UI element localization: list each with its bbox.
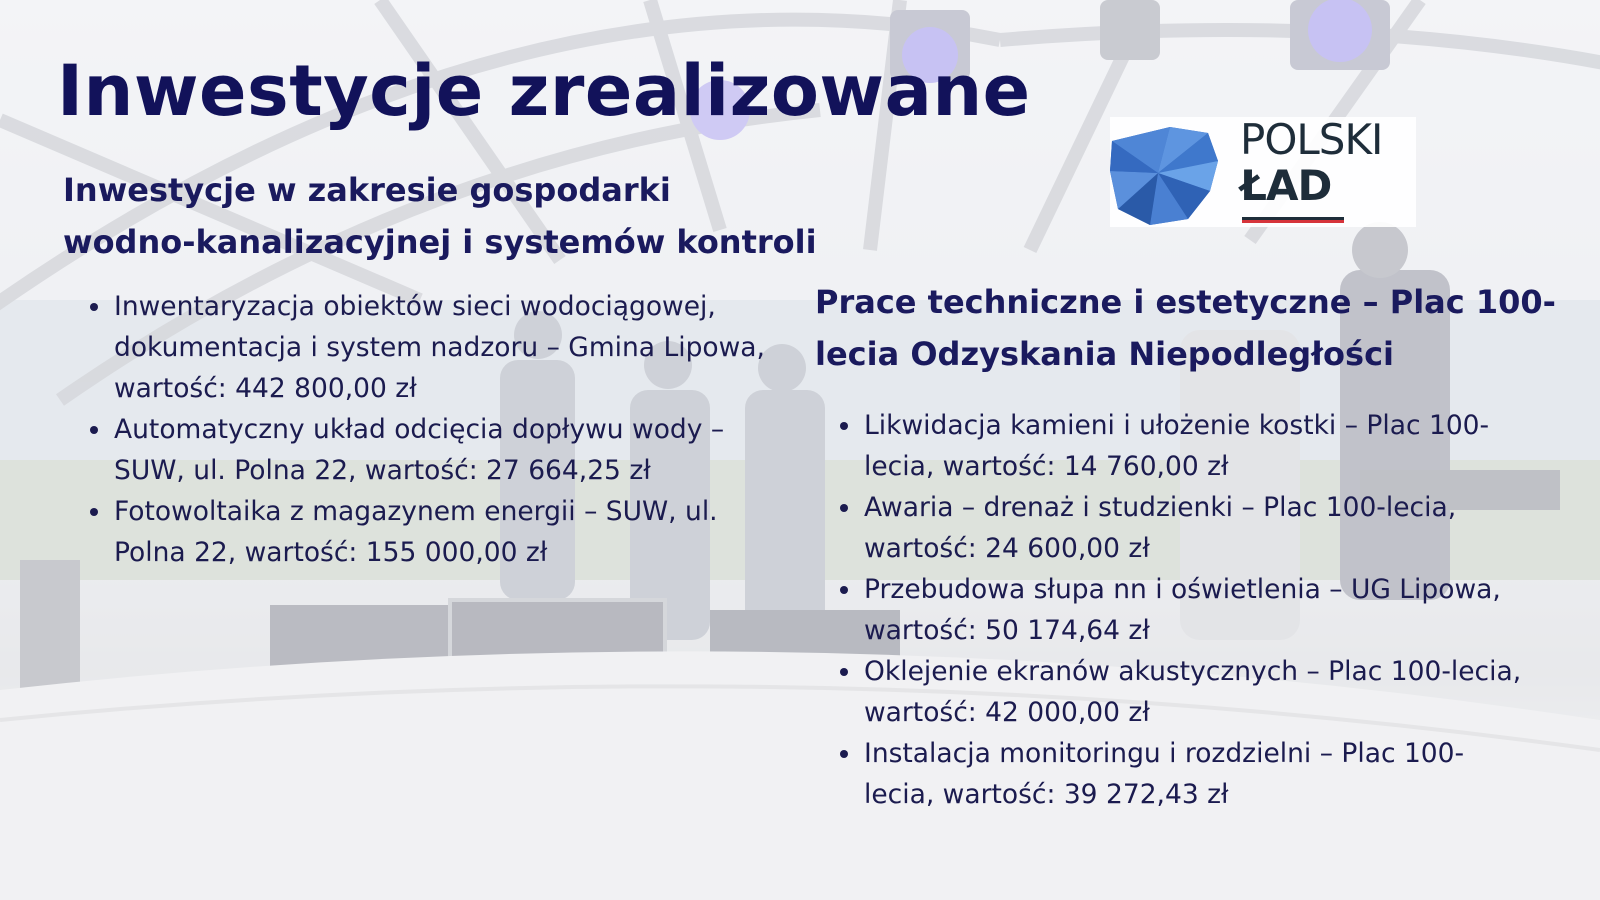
logo-text-line2: ŁAD [1240, 161, 1332, 210]
list-item-line: lecia, wartość: 14 760,00 zł [864, 451, 1229, 482]
heading-line: lecia Odzyskania Niepodległości [815, 335, 1395, 373]
list-item [838, 651, 1558, 733]
list-item-line: Fotowoltaika z magazynem energii – SUW, ul. [114, 496, 718, 527]
list-item-line: lecia, wartość: 39 272,43 zł [864, 779, 1229, 810]
page-title: Inwestycje zrealizowane [57, 50, 1031, 132]
list-item-line: Awaria – drenaż i studzienki – Plac 100-lecia, [864, 492, 1457, 523]
list-item [838, 733, 1558, 815]
left-section-heading [63, 164, 843, 268]
list-item-line: wartość: 442 800,00 zł [114, 373, 417, 404]
heading-line: Prace techniczne i estetyczne – Plac 100- [815, 283, 1556, 321]
right-section-heading [815, 276, 1575, 380]
list-item-line: dokumentacja i system nadzoru – Gmina Lipowa, [114, 332, 765, 363]
poland-map-icon [1110, 121, 1230, 225]
list-item-line: Automatyczny układ odcięcia dopływu wody – [114, 414, 725, 445]
list-item [838, 487, 1558, 569]
heading-line: Inwestycje w zakresie gospodarki [63, 171, 671, 209]
list-item-line: Oklejenie ekranów akustycznych – Plac 100-lecia, [864, 656, 1522, 687]
right-works-list [838, 405, 1558, 815]
list-item-line: Likwidacja kamieni i ułożenie kostki – Plac 100- [864, 410, 1490, 441]
list-item [838, 405, 1558, 487]
list-item [838, 569, 1558, 651]
list-item-line: Instalacja monitoringu i rozdzielni – Plac 100- [864, 738, 1465, 769]
logo-flag-stripe [1242, 217, 1344, 223]
list-item [88, 286, 808, 409]
logo-text-line1: POLSKI [1240, 115, 1383, 164]
left-investment-list [88, 286, 808, 573]
list-item [88, 409, 808, 491]
list-item-line: wartość: 50 174,64 zł [864, 615, 1150, 646]
list-item-line: wartość: 42 000,00 zł [864, 697, 1150, 728]
list-item [88, 491, 808, 573]
list-item-line: Inwentaryzacja obiektów sieci wodociągowej, [114, 291, 716, 322]
heading-line: wodno-kanalizacyjnej i systemów kontroli [63, 223, 817, 261]
polski-lad-logo [1110, 117, 1416, 227]
list-item-line: SUW, ul. Polna 22, wartość: 27 664,25 zł [114, 455, 651, 486]
list-item-line: Przebudowa słupa nn i oświetlenia – UG Lipowa, [864, 574, 1501, 605]
list-item-line: Polna 22, wartość: 155 000,00 zł [114, 537, 548, 568]
list-item-line: wartość: 24 600,00 zł [864, 533, 1150, 564]
